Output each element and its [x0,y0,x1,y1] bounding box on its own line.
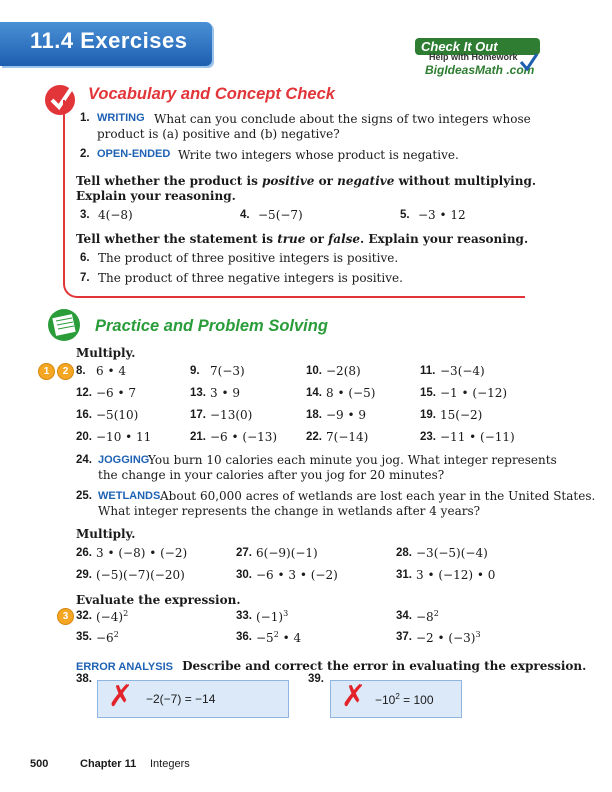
item-expr: 3 • 9 [210,386,240,400]
vocab-heading: Vocabulary and Concept Check [88,85,335,103]
example-badge[interactable]: 2 [57,363,74,380]
instruction-text: Describe and correct the error in evaluating the expression. [182,659,587,673]
item-expr: −13(0) [210,408,253,422]
item-label: WRITING [97,112,145,124]
item-num: 16. [76,409,92,421]
item-expr [96,630,119,645]
footer-topic: Integers [150,758,190,770]
expr-exponent: 3 [283,609,289,618]
instruction-text: without multiplying. [398,174,537,188]
expr-exponent: 2 [273,630,279,639]
example-badge[interactable]: 1 [38,363,55,380]
item-num: 35. [76,631,92,643]
instruction: Evaluate the expression. [76,593,241,607]
error-equation: −2(−7) = −14 [146,692,216,706]
item-num: 26. [76,547,92,559]
error-box [330,680,462,718]
page-title: 11.4 Exercises [30,28,188,53]
expr-base: −8 [416,610,434,624]
item-num: 18. [306,409,322,421]
instruction [76,232,528,246]
instruction-italic: true [277,232,306,246]
item-expr [416,630,481,645]
item-num: 9. [190,365,200,377]
item-num: 20. [76,431,92,443]
expr-tail: • 4 [278,631,302,645]
item-expr: 8 • (−5) [326,386,376,400]
error-box [97,680,289,718]
item-num: 24. [76,454,92,466]
eq-exponent: 2 [395,692,400,701]
instruction-text: Tell whether the product is [76,174,258,188]
eq-base: −10 [375,693,396,707]
expr-base: −6 [96,631,114,645]
check-it-out-title: Check It Out [415,38,540,55]
item-expr: −2(8) [326,364,361,378]
item-num: 3. [80,209,90,221]
item-expr: 4(−8) [98,208,133,222]
item-text: What integer represents the change in wetlands after 4 years? [98,504,481,518]
expr-exponent: 2 [123,609,129,618]
item-expr: 7(−14) [326,430,369,444]
item-num: 32. [76,610,92,622]
instruction-line2: Explain your reasoning. [76,189,236,203]
item-expr [416,609,439,624]
item-num: 8. [76,365,86,377]
item-num: 5. [400,209,410,221]
expr-exponent: 2 [433,609,439,618]
item-expr: −3 • 12 [418,208,466,222]
example-badge[interactable]: 3 [57,608,74,625]
check-it-out-subtitle: Help with Homework [429,52,518,62]
practice-pencil-icon [42,305,88,345]
item-expr: 15(−2) [440,408,483,422]
expr-exponent: 2 [113,630,119,639]
item-expr [256,609,288,624]
error-analysis-label: ERROR ANALYSIS [76,661,173,673]
item-num: 37. [396,631,412,643]
practice-heading: Practice and Problem Solving [95,317,328,335]
item-num: 30. [236,569,252,581]
item-num: 4. [240,209,250,221]
item-expr: −9 • 9 [326,408,367,422]
item-num: 34. [396,610,412,622]
instruction: Multiply. [76,527,136,541]
item-expr: −3(−5)(−4) [416,546,488,560]
item-num: 1. [80,112,90,124]
item-label: WETLANDS [98,490,161,502]
item-num: 10. [306,365,322,377]
item-text: What can you conclude about the signs of two integers whose [154,112,531,126]
item-num: 17. [190,409,206,421]
item-num: 38. [76,673,92,685]
item-text: The product of three positive integers is positive. [98,251,399,265]
item-num: 13. [190,387,206,399]
item-num: 33. [236,610,252,622]
instruction-text: . Explain your reasoning. [360,232,529,246]
item-text: product is (a) positive and (b) negative? [97,127,340,141]
item-num: 36. [236,631,252,643]
eq-tail: = 100 [399,693,434,707]
expr-exponent: 3 [475,630,481,639]
check-it-out-site: BigIdeasMath .com [425,63,535,77]
error-analysis-instruction [76,655,586,674]
expr-base: (−1) [256,610,284,624]
item-num: 22. [306,431,322,443]
instruction: Multiply. [76,346,136,360]
item-text: You burn 10 calories each minute you jog. What integer represents [148,453,557,467]
instruction-text: or [309,232,324,246]
item-expr: 6(−9)(−1) [256,546,318,560]
checkmark-icon [519,52,539,72]
instruction-italic: false [328,232,361,246]
item-label: OPEN-ENDED [97,148,171,160]
item-text: the change in your calories after you jog for 20 minutes? [98,468,445,482]
item-num: 28. [396,547,412,559]
item-expr: −5(10) [96,408,139,422]
expr-base: (−4) [96,610,124,624]
item-expr: −6 • 7 [96,386,137,400]
item-num: 14. [306,387,322,399]
instruction-italic: positive [262,174,315,188]
item-expr: −1 • (−12) [440,386,508,400]
item-text: About 60,000 acres of wetlands are lost each year in the United States. [160,489,596,503]
item-expr: 3 • (−12) • 0 [416,568,496,582]
item-expr: 7(−3) [210,364,245,378]
instruction-italic: negative [337,174,395,188]
instruction-text: or [318,174,333,188]
instruction [76,174,536,188]
error-x-icon: ✗ [341,679,367,714]
item-label: JOGGING [98,454,150,466]
error-equation [375,692,434,707]
item-expr: −6 • 3 • (−2) [256,568,338,582]
item-expr: −6 • (−13) [210,430,278,444]
item-expr: −10 • 11 [96,430,152,444]
expr-base: −2 • (−3) [416,631,476,645]
item-num: 6. [80,252,90,264]
item-num: 12. [76,387,92,399]
item-num: 39. [308,673,324,685]
item-expr [256,630,301,645]
item-expr: 3 • (−8) • (−2) [96,546,188,560]
page-number: 500 [30,758,49,770]
item-num: 29. [76,569,92,581]
item-text: Write two integers whose product is negative. [178,148,459,162]
instruction-text: Tell whether the statement is [76,232,273,246]
item-num: 19. [420,409,436,421]
item-num: 11. [420,365,436,377]
item-expr: −3(−4) [440,364,485,378]
item-num: 7. [80,272,90,284]
item-num: 31. [396,569,412,581]
check-it-out-logo[interactable] [415,38,540,82]
item-num: 15. [420,387,436,399]
item-text: The product of three negative integers is positive. [98,271,403,285]
item-num: 2. [80,148,90,160]
item-num: 27. [236,547,252,559]
item-num: 21. [190,431,206,443]
expr-base: −5 [256,631,274,645]
footer-chapter: Chapter 11 [80,758,137,770]
item-expr: −11 • (−11) [440,430,515,444]
item-num: 23. [420,431,436,443]
item-expr: (−5)(−7)(−20) [96,568,185,582]
item-expr: 6 • 4 [96,364,126,378]
item-num: 25. [76,490,92,502]
error-x-icon: ✗ [108,679,134,714]
item-expr [96,609,128,624]
item-expr: −5(−7) [258,208,303,222]
